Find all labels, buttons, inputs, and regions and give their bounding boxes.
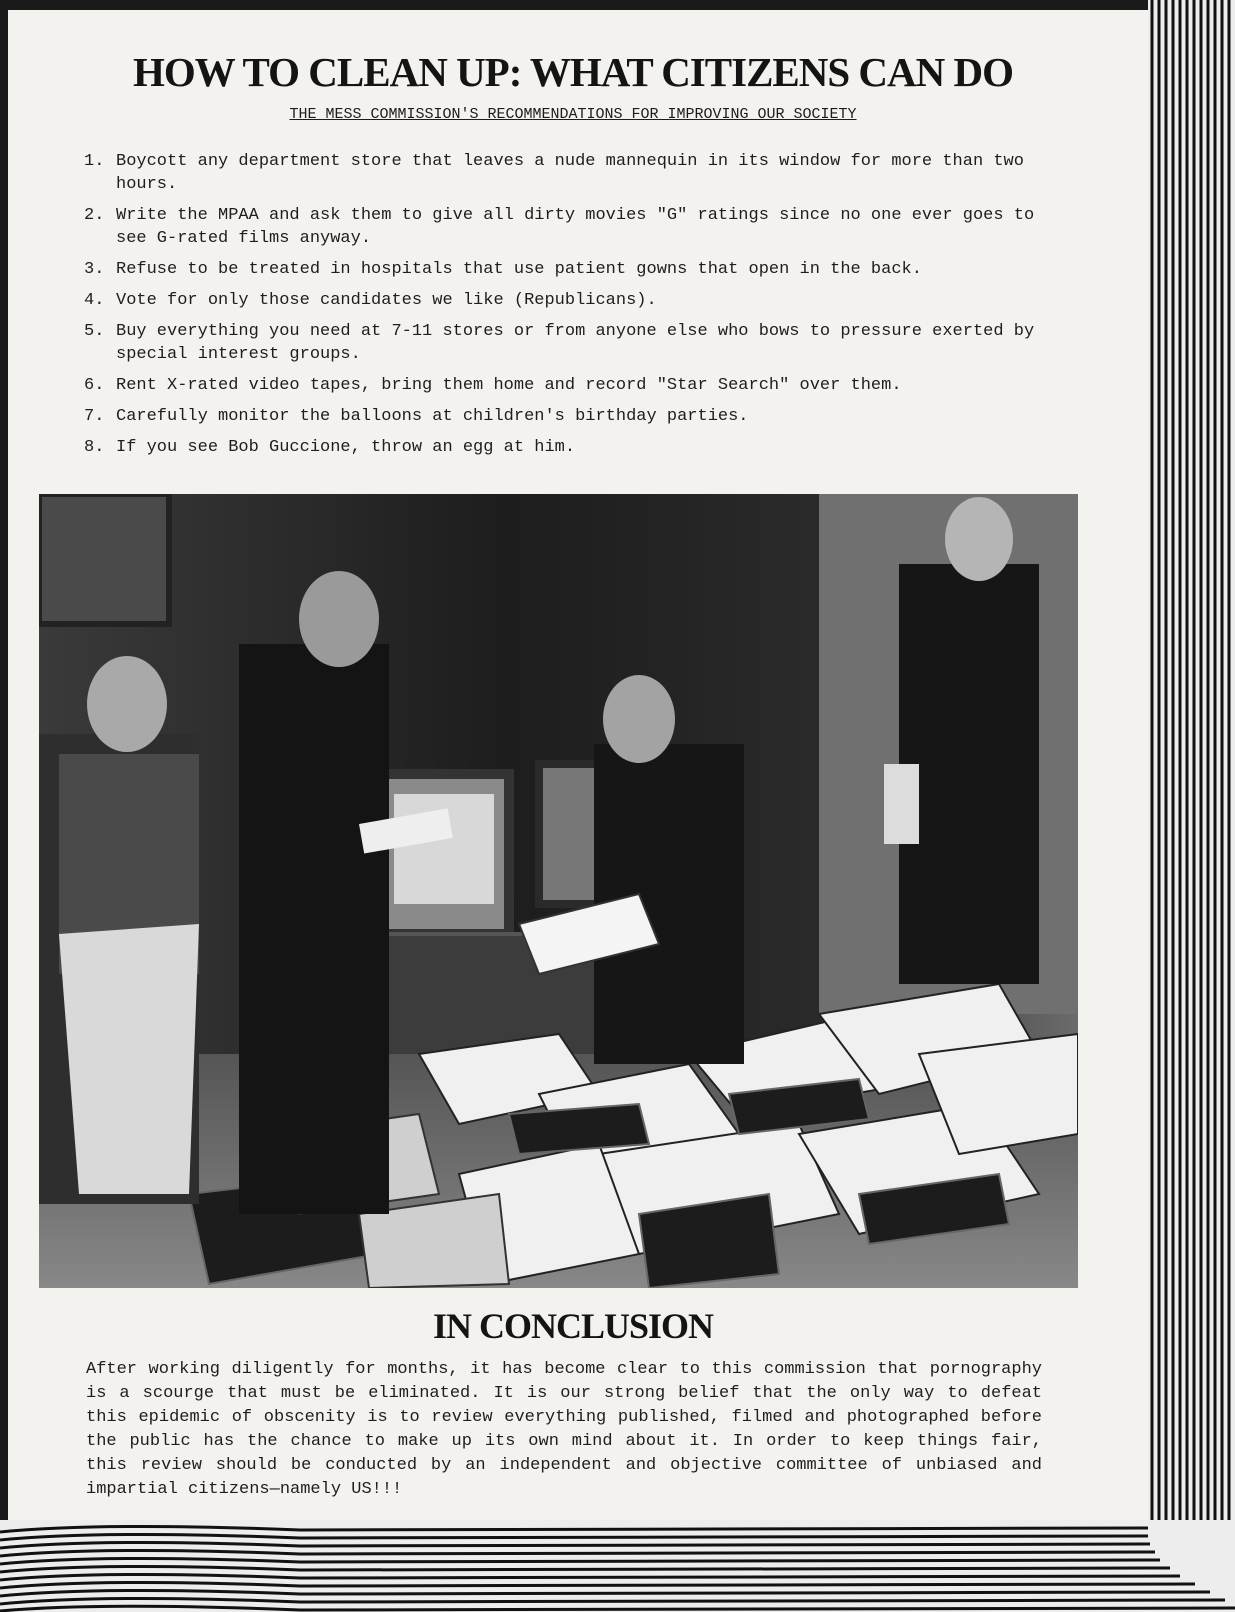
list-item: 3. Refuse to be treated in hospitals that use patient gowns that open in the back. xyxy=(84,260,922,279)
list-item: 8. If you see Bob Guccione, throw an egg at him. xyxy=(84,438,576,457)
list-item: 7. Carefully monitor the balloons at children's birthday parties. xyxy=(84,407,749,426)
list-item: 2. Write the MPAA and ask them to give all dirty movies "G" ratings since no one ever goes to see G-rated films anyway. xyxy=(84,206,1035,248)
list-item: 6. Rent X-rated video tapes, bring them home and record "Star Search" over them. xyxy=(84,376,902,395)
list-item: 4. Vote for only those candidates we like (Republicans). xyxy=(84,291,657,310)
conclusion-heading: IN CONCLUSION xyxy=(432,1306,714,1346)
recommendations-list xyxy=(84,150,1044,467)
magazine-page xyxy=(8,10,1148,1570)
striped-border-bottom xyxy=(0,1520,1235,1612)
furnace-photo xyxy=(39,494,1078,1288)
conclusion-paragraph: After working diligently for months, it has become clear to this commission that pornography is a scourge that must be eliminated. It is our strong belief that the only way to defeat this epidemic of obscenity is to review everything published, filmed and photographed before the public has the chance to make up its own mind about it. In order to keep things fair, this review should be conducted by an independent and objective committee of unbiased and impartial citizens—namely US!!! xyxy=(86,1360,1042,1499)
page-subtitle: THE MESS COMMISSION'S RECOMMENDATIONS FOR IMPROVING OUR SOCIETY xyxy=(289,106,857,123)
list-item: 5. Buy everything you need at 7-11 stores or from anyone else who bows to pressure exerted by special interest groups. xyxy=(84,322,1035,364)
striped-border-right xyxy=(1148,0,1235,1612)
list-item: 1. Boycott any department store that leaves a nude mannequin in its window for more than two hours. xyxy=(84,152,1024,194)
page-title: HOW TO CLEAN UP: WHAT CITIZENS CAN DO xyxy=(133,49,1013,95)
